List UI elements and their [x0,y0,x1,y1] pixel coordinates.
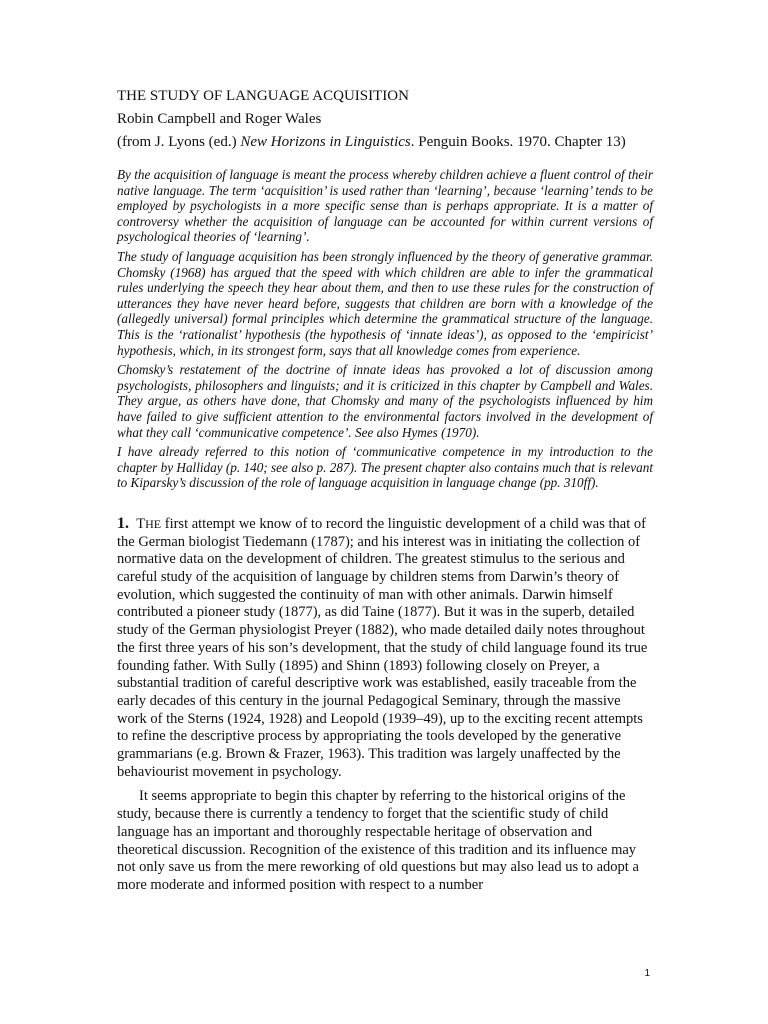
body-paragraph-1-text: first attempt we know of to record the linguistic development of a child was that of the German biologist Tiedemann (1787); and his interest was in initiating the collection of normative data on the development of children. The greatest stimulus to the serious and careful study of the acquisition of language by children stems from Darwin’s theory of evolution, which suggested the continuity of man with other animals. Darwin himself contributed a pioneer study (1877), as did Taine (1877). But it was in the superb, detailed study of the German physiologist Preyer (1882), who made detailed daily notes throughout the first three years of his son’s development, that the study of child language found its true founding father. With Sully (1895) and Shinn (1893) following closely on Preyer, a substantial tradition of careful descriptive work was established, easily traceable from the early decades of this century in the journal Pedagogical Seminary, through the massive work of the Sterns (1924, 1928) and Leopold (1939–49), up to the exciting recent attempts to refine the descriptive process by appropriating the tools developed by the generative grammarians (e.g. Brown & Frazer, 1963). This tradition was largely unaffected by the behaviourist movement in psychology. [117,515,648,780]
document-authors: Robin Campbell and Roger Wales [117,111,322,127]
intro-paragraph-2: The study of language acquisition has been strongly influenced by the theory of generative grammar. Chomsky (1968) has argued that the speed with which children are able to infer the grammatical rules underlying the speech they hear about them, and then to use these rules for the construction of utterances they have never heard before, suggests that children are born with a knowledge of the (allegedly universal) formal principles which determine the grammatical structure of the language. This is the ‘rationalist’ hypothesis (the hypothesis of ‘innate ideas’), as opposed to the ‘empiricist’ hypothesis, which, in its strongest form, says that all knowledge comes from experience. [117,248,653,358]
body-paragraph-1 [117,515,653,782]
source-suffix: . Penguin Books. 1970. Chapter 13) [410,134,626,150]
source-prefix: (from J. Lyons (ed.) [117,134,241,150]
intro-paragraph-1: By the acquisition of language is meant the process whereby children achieve a fluent control of their native language. The term ‘acquisition’ is used rather than ‘learning’, because ‘learning’ tends to be employed by psychologists in a more specific sense than is perhaps appropriate. It is a matter of controversy whether the acquisition of language can be accounted for within current versions of psychological theories of ‘learning’. [117,167,653,245]
source-book-title: New Horizons in Linguistics [240,134,411,150]
body-paragraph-2: It seems appropriate to begin this chapter by referring to the historical origins of the study, because there is currently a tendency to forget that the scientific study of child language has an important and thoroughly respectable heritage of observation and theoretical discussion. Recognition of the existence of this tradition and its influence may not only save us from the mere reworking of old questions but may also lead us to adopt a more moderate and informed position with respect to a number [117,788,639,893]
intro-paragraph-3: Chomsky’s restatement of the doctrine of innate ideas has provoked a lot of discussion among psychologists, philosophers and linguists; and it is criticized in this chapter by Campbell and Wales. They argue, as others have done, that Chomsky and many of the psychologists influenced by him have failed to give sufficient attention to the environmental factors involved in the development of what they call ‘communicative competence’. See also Hymes (1970). [117,362,653,440]
section-number: 1. [117,514,129,532]
lead-cap: T [136,515,146,532]
document-title: THE STUDY OF LANGUAGE ACQUISITION [117,88,409,104]
document-page [117,86,653,902]
chapter-body [117,515,653,895]
editor-introduction [117,167,653,491]
document-source [117,132,653,152]
intro-paragraph-4: I have already referred to this notion of ‘communicative competence in my introduction to the chapter by Halliday (p. 140; see also p. 287). The present chapter also contains much that is relevant to Kiparsky’s discussion of the role of language acquisition in language change (pp. 310ff). [117,444,653,491]
page-number: 1 [644,968,650,979]
lead-small-caps: HE [145,516,162,531]
